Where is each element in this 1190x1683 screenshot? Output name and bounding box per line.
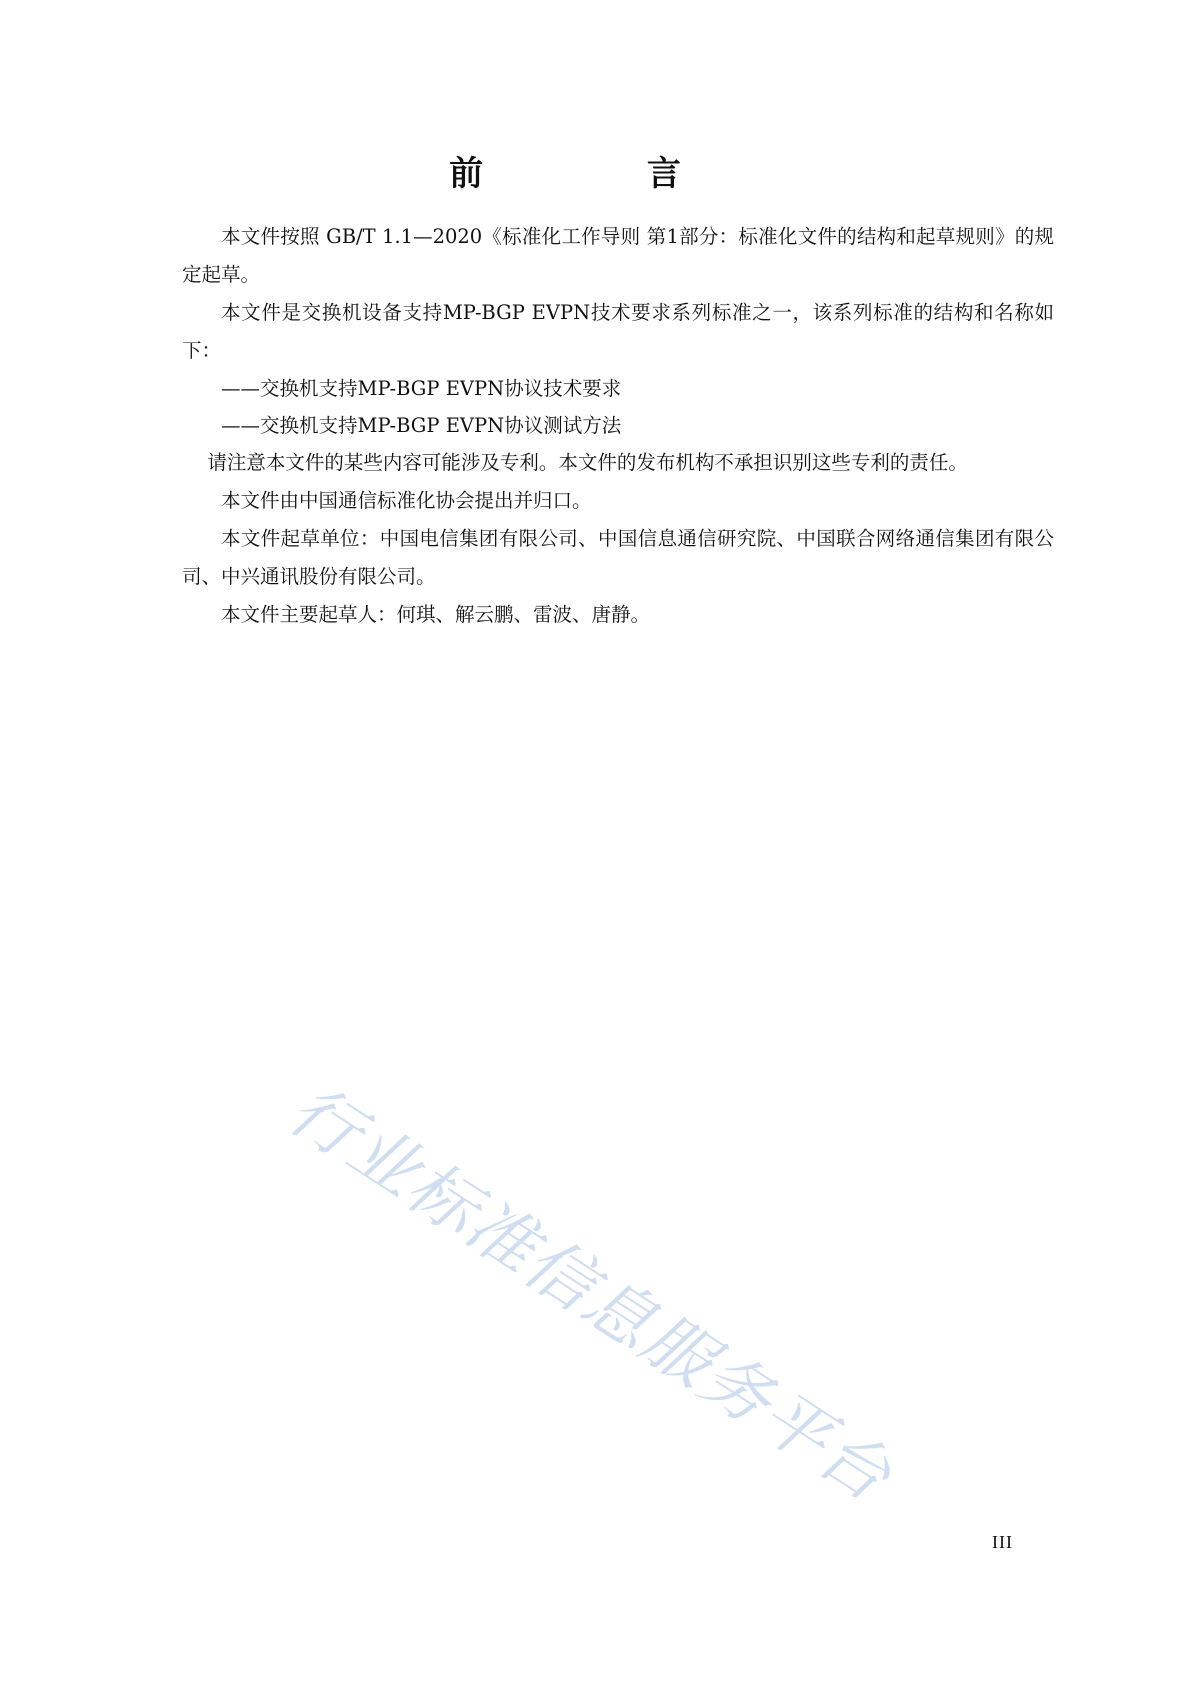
paragraph-series-intro: 本文件是交换机设备支持MP-BGP EVPN技术要求系列标准之一，该系列标准的结构和名称如下：: [182, 301, 1054, 362]
list-item: ——交换机支持MP-BGP EVPN协议测试方法: [221, 414, 622, 437]
page-number: III: [992, 1532, 1013, 1552]
watermark: 行业标准信息服务平台: [275, 1070, 906, 1518]
paragraph-drafting-units: 本文件起草单位：中国电信集团有限公司、中国信息通信研究院、中国联合网络通信集团有限公司、中兴通讯股份有限公司。: [182, 527, 1054, 588]
page-title: 前 言: [449, 154, 757, 194]
paragraph-patent-notice: 请注意本文件的某些内容可能涉及专利。本文件的发布机构不承担识别这些专利的责任。: [207, 451, 968, 474]
preface-body: [182, 218, 1054, 634]
paragraph-drafting-rules: 本文件按照 GB/T 1.1—2020《标准化工作导则 第1部分：标准化文件的结构和起草规则》的规定起草。: [182, 225, 1054, 286]
paragraph-drafters: 本文件主要起草人：何琪、解云鹏、雷波、唐静。: [221, 603, 651, 626]
list-item: ——交换机支持MP-BGP EVPN协议技术要求: [221, 377, 622, 400]
paragraph-proposer: 本文件由中国通信标准化协会提出并归口。: [221, 489, 592, 512]
